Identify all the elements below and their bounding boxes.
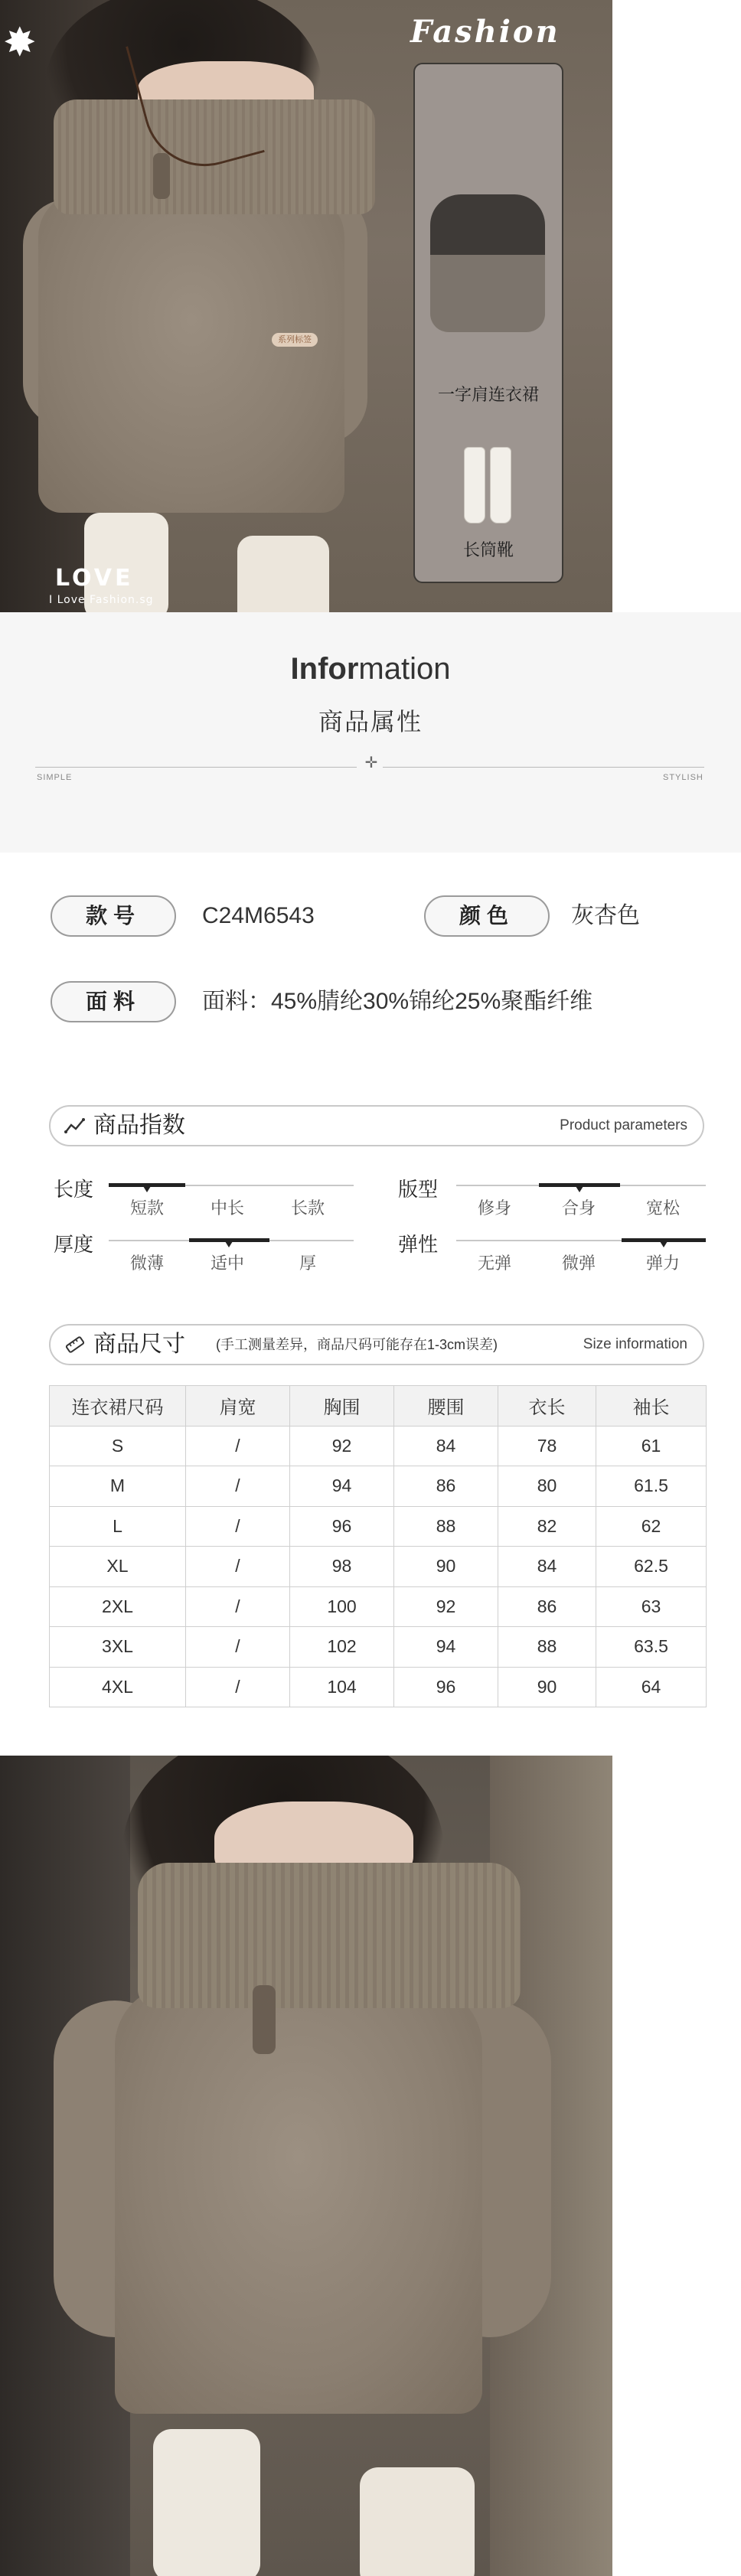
table-cell: 90 — [498, 1667, 596, 1707]
hero-photo — [0, 0, 612, 612]
simple-label: SIMPLE — [37, 773, 73, 782]
scale-marker — [225, 1241, 233, 1247]
size-table — [49, 1385, 707, 1707]
information-subtitle: 商品属性 — [318, 708, 423, 735]
table-cell: 96 — [394, 1667, 498, 1707]
love-text: LOVE — [55, 565, 134, 592]
scale-option: 微弹 — [561, 1254, 596, 1273]
model-photo — [0, 1756, 612, 2576]
scale-label-length: 长度 — [54, 1178, 94, 1201]
table-row — [50, 1547, 707, 1587]
boots-thumbnail — [461, 439, 514, 523]
table-cell: 78 — [498, 1426, 596, 1466]
table-cell: 104 — [290, 1667, 394, 1707]
model-dress-body — [38, 191, 344, 513]
scale-option: 适中 — [210, 1254, 244, 1273]
table-cell: 84 — [394, 1426, 498, 1466]
splash-icon: ✸ — [3, 21, 37, 65]
scale-option: 修身 — [477, 1198, 511, 1218]
table-cell: 2XL — [50, 1586, 186, 1627]
table-cell: 94 — [394, 1627, 498, 1668]
necklace-pendant — [153, 153, 170, 199]
scale-option: 合身 — [561, 1198, 596, 1218]
table-cell: 100 — [290, 1586, 394, 1627]
cross-icon: ✛ — [364, 755, 378, 771]
color-pill: 颜色 — [424, 895, 550, 937]
scale-option: 无弹 — [477, 1254, 511, 1273]
table-cell: 88 — [498, 1627, 596, 1668]
size-info-title: 商品尺寸 — [93, 1332, 185, 1357]
style-no-pill: 款号 — [51, 895, 176, 937]
table-row — [50, 1466, 707, 1507]
scale-label-fit: 版型 — [398, 1178, 439, 1201]
column-header: 连衣裙尺码 — [50, 1386, 186, 1427]
scale-option: 微薄 — [129, 1254, 164, 1273]
trend-icon — [64, 1117, 86, 1135]
info-card — [18, 853, 723, 1756]
style-no-value: C24M6543 — [202, 903, 315, 928]
scale-option: 宽松 — [645, 1198, 680, 1218]
product-index-bar — [49, 1105, 704, 1146]
table-cell: 80 — [498, 1466, 596, 1507]
product-index-title: 商品指数 — [93, 1113, 185, 1138]
scale-label-elasticity: 弹性 — [398, 1233, 439, 1256]
table-cell: 84 — [498, 1547, 596, 1587]
scale-marker — [143, 1186, 151, 1192]
scale-marker — [660, 1241, 668, 1247]
information-header — [0, 612, 741, 853]
table-cell: 86 — [498, 1586, 596, 1627]
table-row — [50, 1667, 707, 1707]
scale-label-thickness: 厚度 — [54, 1233, 94, 1256]
scale-option: 短款 — [129, 1198, 164, 1218]
size-info-eng: Size information — [583, 1336, 687, 1352]
size-table-header-row — [50, 1386, 707, 1427]
love-subtext: I Love Fashion.sg — [49, 594, 154, 606]
table-cell: / — [186, 1667, 290, 1707]
information-title-bold: Infor — [290, 652, 359, 686]
outfit-card — [413, 63, 563, 583]
necklace-pendant — [253, 1985, 276, 2054]
product-index-eng: Product parameters — [560, 1117, 687, 1133]
scale-option: 中长 — [210, 1198, 244, 1218]
column-header: 肩宽 — [186, 1386, 290, 1427]
table-cell: 94 — [290, 1466, 394, 1507]
ruler-icon — [64, 1335, 86, 1354]
table-row — [50, 1426, 707, 1466]
table-row — [50, 1506, 707, 1547]
scale-option: 长款 — [290, 1198, 325, 1218]
table-cell: / — [186, 1547, 290, 1587]
table-cell: / — [186, 1627, 290, 1668]
table-cell: 62.5 — [596, 1547, 707, 1587]
table-cell: 102 — [290, 1627, 394, 1668]
scale-option: 厚 — [299, 1254, 316, 1273]
dress-label: 一字肩连衣裙 — [437, 386, 539, 405]
dress-thumbnail — [430, 194, 545, 332]
table-cell: L — [50, 1506, 186, 1547]
divider-right — [383, 767, 704, 768]
boot-right — [490, 447, 511, 523]
column-header: 胸围 — [290, 1386, 394, 1427]
size-info-note: (手工测量差异，商品尺码可能存在1-3cm误差) — [216, 1337, 498, 1352]
model-dress-collar — [138, 1863, 521, 2008]
scale-thickness — [109, 1232, 354, 1273]
product-tag: 系列标签 — [272, 333, 318, 347]
table-row — [50, 1627, 707, 1668]
table-cell: XL — [50, 1547, 186, 1587]
fashion-title: Fashion — [410, 14, 560, 50]
table-cell: 96 — [290, 1506, 394, 1547]
table-cell: 82 — [498, 1506, 596, 1547]
scale-option: 弹力 — [645, 1254, 680, 1273]
boots-label: 长筒靴 — [462, 541, 514, 560]
table-cell: / — [186, 1466, 290, 1507]
fabric-value: 面料：45%腈纶30%锦纶25%聚酯纤维 — [202, 989, 593, 1014]
scale-elasticity — [456, 1232, 706, 1273]
model-sock-left — [153, 2429, 260, 2576]
divider-left — [35, 767, 357, 768]
color-value: 灰杏色 — [571, 903, 640, 928]
column-header: 腰围 — [394, 1386, 498, 1427]
table-cell: 92 — [394, 1586, 498, 1627]
table-cell: M — [50, 1466, 186, 1507]
stylish-label: STYLISH — [663, 773, 703, 782]
scale-marker — [576, 1186, 583, 1192]
table-cell: 64 — [596, 1667, 707, 1707]
table-cell: / — [186, 1426, 290, 1466]
column-header: 袖长 — [596, 1386, 707, 1427]
fabric-pill: 面料 — [51, 981, 176, 1022]
table-cell: 63 — [596, 1586, 707, 1627]
model-dress-body — [115, 1985, 482, 2414]
table-cell: 92 — [290, 1426, 394, 1466]
column-header: 衣长 — [498, 1386, 596, 1427]
table-cell: 88 — [394, 1506, 498, 1547]
table-cell: 62 — [596, 1506, 707, 1547]
table-cell: 90 — [394, 1547, 498, 1587]
table-cell: 86 — [394, 1466, 498, 1507]
table-row — [50, 1586, 707, 1627]
table-cell: 61.5 — [596, 1466, 707, 1507]
table-cell: 63.5 — [596, 1627, 707, 1668]
model-sock-right — [360, 2467, 475, 2576]
table-cell: / — [186, 1506, 290, 1547]
boot-left — [464, 447, 485, 523]
information-title-rest: mation — [358, 652, 451, 686]
model-sock-right — [237, 536, 329, 612]
table-cell: 3XL — [50, 1627, 186, 1668]
size-info-bar — [49, 1324, 704, 1365]
table-cell: / — [186, 1586, 290, 1627]
table-cell: 4XL — [50, 1667, 186, 1707]
table-cell: S — [50, 1426, 186, 1466]
table-cell: 98 — [290, 1547, 394, 1587]
scale-length — [109, 1177, 354, 1218]
information-title — [0, 652, 741, 686]
scale-fit — [456, 1177, 706, 1218]
table-cell: 61 — [596, 1426, 707, 1466]
